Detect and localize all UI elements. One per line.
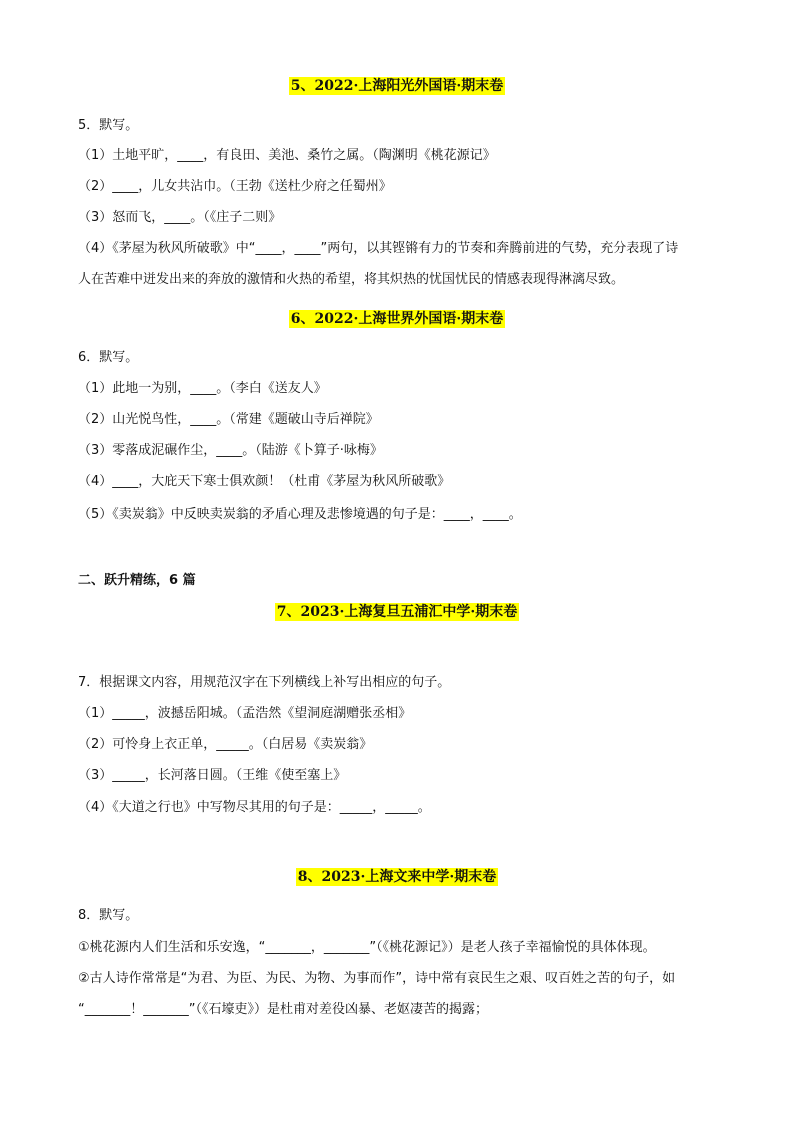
q8-line: ①桃花源内人们生活和乐安逸，“_______，_______”（《桃花源记》）是老人孩子幸福愉悦的具体体现。	[78, 940, 656, 955]
q6-line: （5）《卖炭翁》中反映卖炭翁的矛盾心理及悲惨境遇的句子是：____，____。	[78, 507, 522, 522]
q7-line: （2）可怜身上衣正单，_____。（白居易《卖炭翁》	[78, 737, 373, 752]
q8-line: 8．默写。	[78, 908, 139, 923]
heading-question-7: 7、2023·上海复旦五浦汇中学·期末卷	[276, 604, 518, 620]
q8-line: ②古人诗作常常是“为君、为臣、为民、为物、为事而作”，诗中常有哀民生之艰、叹百姓之苦的句子，如	[78, 971, 676, 986]
q7-line: 7．根据课文内容，用规范汉字在下列横线上补写出相应的句子。	[78, 675, 451, 690]
q7-line: （3）_____，长河落日圆。（王维《使至塞上》	[78, 768, 347, 783]
q5-line: （2）____，儿女共沾巾。（王勃《送杜少府之任蜀州》	[78, 179, 392, 194]
q5-line: （4）《茅屋为秋风所破歌》中“____，____”两句，以其铿锵有力的节奏和奔腾前进的气势，充分表现了诗	[78, 241, 679, 256]
heading-question-8: 8、2023·上海文来中学·期末卷	[297, 869, 497, 885]
q6-line: （1）此地一为别，____。（李白《送友人》	[78, 381, 327, 396]
q6-line: （4）____，大庇天下寒士俱欢颜！（杜甫《茅屋为秋风所破歌》	[78, 474, 451, 489]
q6-line: （3）零落成泥碾作尘，____。（陆游《卜算子·咏梅》	[78, 443, 383, 458]
heading-question-6: 6、2022·上海世界外国语·期末卷	[290, 311, 504, 327]
q5-line: 人在苦难中迸发出来的奔放的激情和火热的希望，将其炽热的忧国忧民的情感表现得淋漓尽致。	[78, 272, 625, 287]
q7-line: （1）_____，波撼岳阳城。（孟浩然《望洞庭湖赠张丞相》	[78, 706, 412, 721]
q8-line: “_______！_______”（《石壕吏》）是杜甫对差役凶暴、老妪凄苦的揭露；	[78, 1002, 488, 1017]
q6-line: （2）山光悦鸟性，____。（常建《题破山寺后禅院》	[78, 412, 379, 427]
q7-line: （4）《大道之行也》中写物尽其用的句子是：_____，_____。	[78, 800, 431, 815]
q5-line: （1）土地平旷，____，有良田、美池、桑竹之属。（陶渊明《桃花源记》	[78, 148, 496, 163]
heading-question-5: 5、2022·上海阳光外国语·期末卷	[290, 78, 504, 94]
q5-line: （3）怒而飞，____。（《庄子二则》	[78, 210, 282, 225]
q6-line: 6．默写。	[78, 350, 139, 365]
section-heading: 二、跃升精练，6 篇	[78, 573, 196, 588]
q5-line: 5．默写。	[78, 118, 139, 133]
